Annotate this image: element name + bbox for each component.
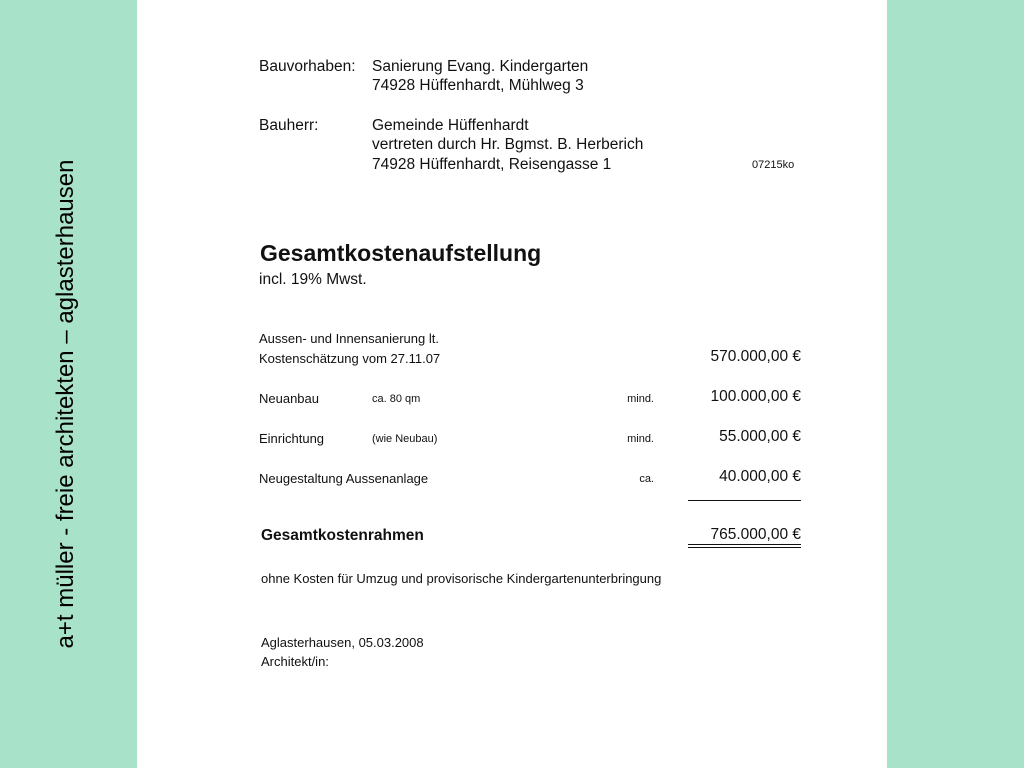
bauherr-line2: vertreten durch Hr. Bgmst. B. Herberich [372,136,644,153]
bauherr-line1: Gemeinde Hüffenhardt [372,117,529,134]
total-label: Gesamtkostenrahmen [261,527,424,544]
item-2-qualifier: mind. [627,393,654,405]
total-double-rule-top [688,544,801,545]
item-1-label: Aussen- und Innensanierung lt. [259,331,439,346]
bauvorhaben-line2: 74928 Hüffenhardt, Mühlweg 3 [372,77,584,94]
item-2-amount: 100.000,00 € [710,388,801,405]
item-2-label: Neuanbau [259,391,319,406]
page-subtitle: incl. 19% Mwst. [259,271,367,288]
place-date: Aglasterhausen, 05.03.2008 [261,635,424,650]
item-4-qualifier: ca. [639,473,654,485]
item-4-amount: 40.000,00 € [719,468,801,485]
item-2-note: ca. 80 qm [372,393,421,405]
left-sidebar [0,0,137,768]
item-1-label-line2: Kostenschätzung vom 27.11.07 [259,351,441,366]
right-sidebar [887,0,1024,768]
total-amount: 765.000,00 € [710,526,801,543]
item-3-qualifier: mind. [627,433,654,445]
bauvorhaben-label: Bauvorhaben: [259,58,356,75]
firm-vertical-label: a+t müller - freie architekten – aglasterhausen [52,159,79,649]
item-3-amount: 55.000,00 € [719,428,801,445]
document-page [137,0,887,768]
item-1-amount: 570.000,00 € [710,348,801,365]
page-title: Gesamtkostenaufstellung [260,240,542,266]
subtotal-rule [688,500,801,501]
item-3-note: (wie Neubau) [372,433,438,445]
item-4-label: Neugestaltung Aussenanlage [259,471,429,486]
doc-code: 07215ko [752,159,795,171]
total-double-rule-bottom [688,547,801,548]
signature-label: Architekt/in: [261,654,329,669]
bauherr-label: Bauherr: [259,117,319,134]
bauherr-line3: 74928 Hüffenhardt, Reisengasse 1 [372,156,612,173]
footnote: ohne Kosten für Umzug und provisorische Kindergartenunterbringung [261,571,662,586]
item-3-label: Einrichtung [259,431,325,446]
bauvorhaben-line1: Sanierung Evang. Kindergarten [372,58,589,75]
